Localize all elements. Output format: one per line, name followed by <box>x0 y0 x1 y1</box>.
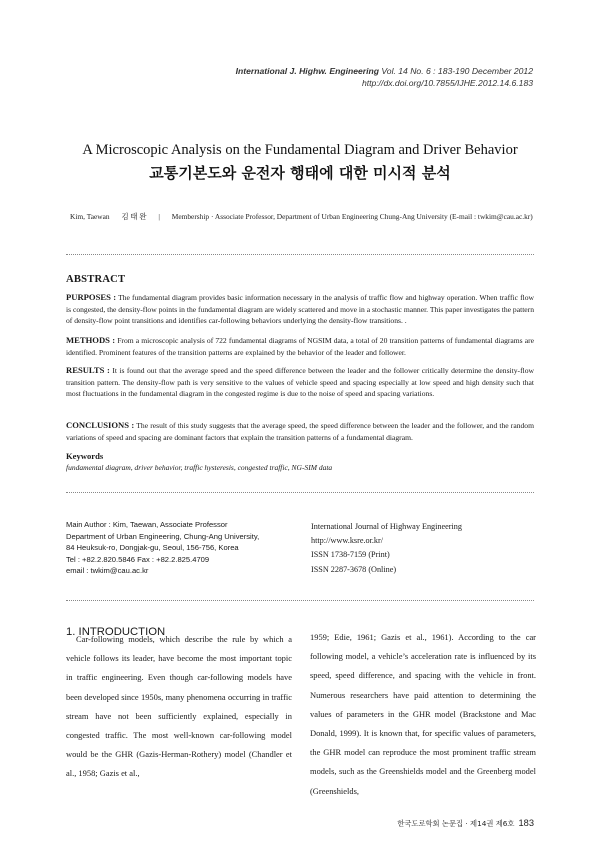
intro-paragraph: 1959; Edie, 1961; Gazis et al., 1961). According to the car following model, a vehicle’s acceleration rate is influenced by its speed, speed difference, and spacing with the vehicle in front. Numerous researchers have paid attention to determining the values of parameters in the GHR model (Brackstone and Mac Donald, 1999). It is known that, for specific values of parameters, the GHR model can reproduce the most prominent traffic stream models, such as the Greenshields model and the Greenberg model (Greenshields, <box>310 632 536 796</box>
methods-text: From a microscopic analysis of 722 fundamental diagrams of NGSIM data, a total of 20 transition patterns of fundamental diagrams are identified. Prominent features of the transition patterns are explained by the behavior of the leader and follower. <box>66 336 534 357</box>
contact-email[interactable]: email : twkim@cau.ac.kr <box>66 566 149 576</box>
contact-department: Department of Urban Engineering, Chung-Ang University, <box>66 531 260 541</box>
journal-info-url[interactable]: http://www.ksre.or.kr/ <box>311 536 384 546</box>
journal-info-issn-print: ISSN 1738-7159 (Print) <box>311 550 390 560</box>
journal-info <box>311 520 462 577</box>
divider <box>66 254 534 255</box>
conclusions-label: CONCLUSIONS : <box>66 420 135 430</box>
doi-link[interactable]: http://dx.doi.org/10.7855/IJHE.2012.14.6.183 <box>361 78 533 88</box>
intro-column-left <box>66 632 292 784</box>
author-separator: | <box>158 212 160 221</box>
keywords-heading: Keywords <box>66 451 104 461</box>
results-text: It is found out that the average speed and the speed difference between the leader and the follower critically determine the density-flow transition pattern. The density-flow path is very sensitive to the values of vehicle speed and spacing especially at low speed and high density such that most fluctuations in the fundamental diagram in the congested regime is due to the noise of speed and spacing variations. <box>66 366 534 399</box>
contact-author: Main Author : Kim, Taewan, Associate Professor <box>66 520 228 529</box>
page-footer <box>397 818 534 829</box>
purposes-text: The fundamental diagram provides basic information necessary in the analysis of traffic flow and highway operation. When traffic flow is congested, the density-flow points in the fundamental diagram are widely scattered and move in a stochastic manner. This paper investigates the pattern of density-flow point transitions and identifies car-following behaviors underlying the density-flow transitions. . <box>66 293 535 326</box>
author-line <box>70 211 543 222</box>
title-english: A Microscopic Analysis on the Fundamental Diagram and Driver Behavior <box>82 142 518 158</box>
journal-header <box>236 66 533 76</box>
abstract-purposes <box>66 292 534 327</box>
journal-info-name: International Journal of Highway Engineering <box>311 522 462 531</box>
author-name-ko: 김 태 완 <box>121 212 147 221</box>
author-affiliation: Membership · Associate Professor, Department of Urban Engineering Chung-Ang University (E-mail : twkim@cau.ac.kr) <box>171 212 533 221</box>
abstract-results <box>66 365 534 400</box>
keywords: fundamental diagram, driver behavior, traffic hysteresis, congested traffic, NG-SIM data <box>66 463 333 472</box>
contact-address: 84 Heuksuk-ro, Dongjak-gu, Seoul, 156-756, Korea <box>66 543 239 553</box>
abstract-methods <box>66 335 534 358</box>
abstract-conclusions <box>66 420 534 443</box>
intro-column-right <box>310 628 536 801</box>
footer-journal: 한국도로학회 논문집 · 제14권 제6호 <box>397 819 515 828</box>
purposes-label: PURPOSES : <box>66 292 117 302</box>
abstract-heading: ABSTRACT <box>66 274 126 285</box>
journal-info-issn-online: ISSN 2287-3678 (Online) <box>311 564 397 574</box>
conclusions-text: The result of this study suggests that the average speed, the speed difference between the leader and the follower, and the random variations of speed and spacing are dominant factors that explain the transition patterns of a fundamental diagram. <box>66 421 534 442</box>
contact-block <box>66 519 259 577</box>
divider <box>66 492 534 493</box>
contact-phone: Tel : +82.2.820.5846 Fax : +82.2.825.4709 <box>66 554 210 564</box>
results-label: RESULTS : <box>66 365 110 375</box>
intro-paragraph: Car-following models, which describe the rule by which a vehicle follows its leader, have become the most important topic in traffic engineering. Even though car-following models have been developed since 1950s, many phenomena occurring in traffic stream have not been sufficiently explained, especially in congested traffic. The most well-known car-following model would be the GHR (Gazis-Herman-Rothery) model (Chandler et al., 1958; Gazis et al., <box>66 634 292 779</box>
divider <box>66 600 534 601</box>
author-name-en: Kim, Taewan <box>70 212 110 221</box>
page-number: 183 <box>518 818 534 828</box>
section-heading-introduction: 1. INTRODUCTION <box>66 626 166 638</box>
journal-name: International J. Highw. Engineering <box>235 66 379 76</box>
methods-label: METHODS : <box>66 335 116 345</box>
journal-issue: Vol. 14 No. 6 : 183-190 December 2012 <box>381 66 533 76</box>
title-korean: 교통기본도와 운전자 행태에 대한 미시적 분석 <box>149 164 451 182</box>
